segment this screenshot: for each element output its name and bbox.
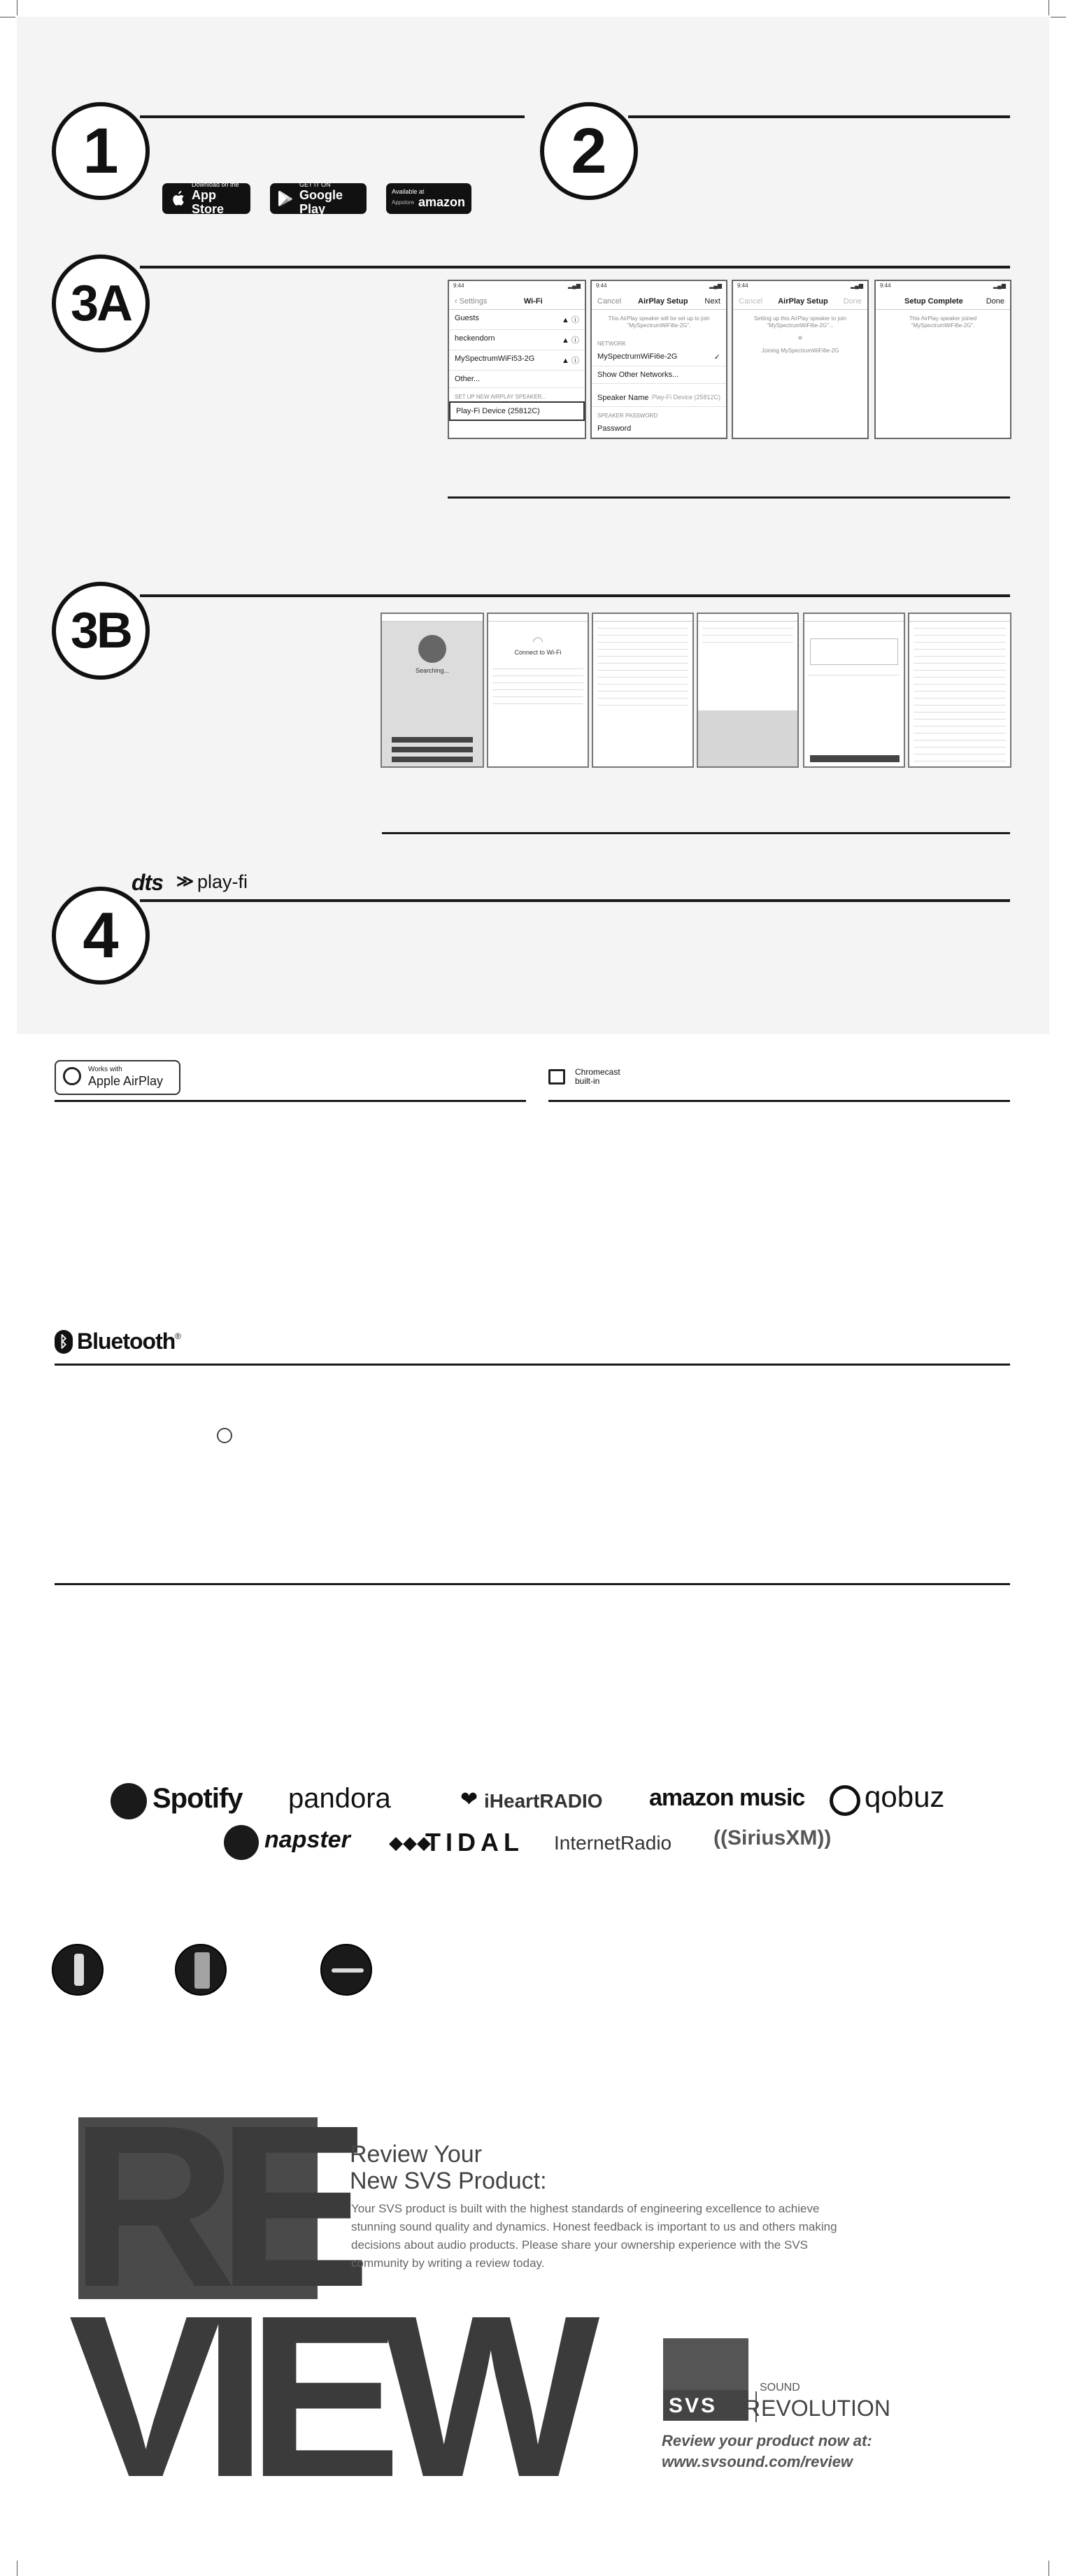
step-4-number: 4 <box>83 899 119 971</box>
keyboard[interactable] <box>698 710 797 766</box>
cancel-button[interactable]: Cancel <box>597 297 622 306</box>
iheart-icon: ❤ <box>460 1788 478 1811</box>
done-button[interactable]: Done <box>843 297 862 306</box>
setup-panel <box>17 17 1049 1034</box>
complete-note: This AirPlay speaker joined "MySpectrumWiFi6e-2G". <box>909 315 977 329</box>
playfi-button[interactable] <box>392 757 473 762</box>
works-with-airplay-logo <box>55 1060 180 1095</box>
product-speaker-icon <box>175 1944 227 1996</box>
chromecast-line2: built-in <box>575 1076 600 1086</box>
section-header: SPEAKER PASSWORD <box>597 413 658 419</box>
spotify-icon <box>111 1783 147 1819</box>
airplay-big-text: Apple AirPlay <box>88 1074 164 1088</box>
review-big-re: RE <box>70 2077 352 2335</box>
bluetooth-rule <box>55 1364 1010 1366</box>
playfi-screen-connect <box>487 613 589 768</box>
nav-title: Setup Complete <box>904 297 963 306</box>
nav-bar <box>592 294 726 310</box>
playfi-screen-password <box>697 613 799 768</box>
step-1-number: 1 <box>83 115 119 187</box>
nav-bar <box>449 294 585 310</box>
airplay-screen-setup <box>590 280 727 439</box>
back-settings[interactable]: ‹ Settings <box>455 297 488 306</box>
google-play-small: GET IT ON <box>299 181 331 188</box>
next-button[interactable]: Next <box>704 297 720 306</box>
section-header: SET UP NEW AIRPLAY SPEAKER... <box>455 394 547 400</box>
signal-icon: ▂▄▆ <box>568 282 581 289</box>
siriusxm-logo: ((SiriusXM)) <box>713 1826 832 1849</box>
review-title <box>350 2141 547 2194</box>
signal-icon: ▂▄▆ <box>709 282 722 289</box>
status-time: 9:44 <box>880 282 891 289</box>
signal-icon: ▂▄▆ <box>993 282 1006 289</box>
review-title-line1: Review Your <box>350 2141 483 2168</box>
qobuz-icon <box>830 1785 860 1816</box>
wifi-name: MySpectrumWiFi53-2G <box>455 355 535 363</box>
step-1-circle <box>52 102 150 200</box>
airplay-small-text: Works with <box>88 1066 122 1073</box>
playfi-screen-networks <box>592 613 694 768</box>
cancel-button[interactable]: Cancel <box>739 297 763 306</box>
step-3a-number: 3A <box>70 276 132 331</box>
playfi-arc-icon: ≫ <box>176 872 194 891</box>
status-bar <box>733 281 867 294</box>
bluetooth-registered-mark: ® <box>175 1331 181 1341</box>
info-icon: ▲ ⓘ <box>562 336 579 345</box>
setup-note: This AirPlay speaker will be set up to join "MySpectrumWiFi6e-2G". <box>608 315 710 329</box>
checkmark-icon: ✓ <box>713 353 720 362</box>
step-2-circle <box>540 102 638 200</box>
status-bar <box>876 281 1010 294</box>
status-time: 9:44 <box>453 282 464 289</box>
setup-note: Setting up this AirPlay speaker to join "MySpectrumWiFi6e-2G"... <box>753 315 847 329</box>
step-3b-number: 3B <box>70 603 132 659</box>
playfi-screen-device <box>803 613 905 768</box>
section-header: NETWORK <box>597 341 626 347</box>
iheartradio-logo: iHeartRADIO <box>484 1790 603 1812</box>
password-label: Password <box>597 424 632 433</box>
network-name: MySpectrumWiFi6e-2G <box>597 352 678 361</box>
step-2-rule <box>628 115 1010 118</box>
nav-title: AirPlay Setup <box>638 297 688 306</box>
playfi-device-row[interactable] <box>449 401 585 421</box>
google-play-icon <box>277 190 294 207</box>
step-3b-rule <box>140 594 1010 597</box>
playfi-wordmark: play-fi <box>197 871 248 892</box>
app-store-badge[interactable] <box>162 183 250 214</box>
pandora-logo: pandora <box>288 1783 391 1814</box>
bluetooth-wordmark: Bluetooth <box>77 1329 176 1354</box>
internet-radio-logo: InternetRadio <box>554 1832 672 1854</box>
tidal-icon: ◆◆◆ <box>389 1832 431 1853</box>
bluetooth-icon: ᛒ <box>55 1330 73 1354</box>
airplay-screen-wifi <box>448 280 586 439</box>
amazon-appstore-tag: Appstore <box>392 199 415 206</box>
review-cta-line1: Review your product now at: <box>662 2432 872 2449</box>
chromecast-icon <box>548 1069 565 1085</box>
apple-icon <box>169 190 186 207</box>
network-row[interactable] <box>592 348 726 366</box>
nav-bar <box>876 294 1010 310</box>
product-cable-icon <box>320 1944 372 1996</box>
napster-icon <box>224 1825 259 1860</box>
password-row[interactable] <box>592 420 726 438</box>
google-play-badge[interactable] <box>270 183 367 214</box>
spinner-icon: ✲ <box>797 335 803 341</box>
step-2-number: 2 <box>571 115 607 187</box>
tidal-logo: TIDAL <box>425 1828 524 1856</box>
nav-bar <box>733 294 867 310</box>
device-card <box>810 638 898 665</box>
step-1-rule <box>140 115 525 118</box>
app-store-small: Download on the <box>192 181 239 188</box>
status-time: 9:44 <box>737 282 748 289</box>
wifi-row[interactable] <box>449 371 585 388</box>
playfi-button[interactable] <box>392 747 473 752</box>
wifi-name: Other... <box>455 375 481 383</box>
dts-wordmark: dts <box>132 870 163 895</box>
napster-logo: napster <box>264 1826 350 1853</box>
connect-title: Connect to Wi-Fi <box>514 649 562 656</box>
app-store-big: App Store <box>192 188 225 216</box>
step-3b-circle <box>52 582 150 680</box>
bluetooth-button-icon <box>217 1428 232 1443</box>
svs-revolution-r: R <box>744 2396 761 2421</box>
wifi-row[interactable] <box>449 350 585 371</box>
wifi-name: heckendorn <box>455 334 495 343</box>
playfi-screen-searching <box>381 613 484 768</box>
done-button[interactable]: Done <box>986 297 1004 306</box>
lock-icon <box>418 635 446 663</box>
wifi-icon: ◠ <box>532 634 543 648</box>
playfi-screen-rooms <box>908 613 1011 768</box>
qobuz-logo: qobuz <box>865 1780 945 1813</box>
review-body-text: Your SVS product is built with the highest standards of engineering excellence to achieve stunning sound quality and dynamics. Honest feedback is important to us and others making decisions about audio products. Please share your ownership experience with the SVS community by writing a review today. <box>351 2202 837 2270</box>
next-button[interactable] <box>810 755 900 762</box>
searching-text: Searching... <box>415 667 450 674</box>
amazon-appstore-badge[interactable] <box>386 183 471 214</box>
chromecast-line1: Chromecast <box>575 1067 620 1077</box>
airplay-icon <box>63 1067 81 1085</box>
review-big-view: VIEW <box>69 2267 581 2525</box>
info-icon: ▲ ⓘ <box>562 316 579 324</box>
svs-sound-text: SOUND <box>760 2382 800 2393</box>
info-icon: ▲ ⓘ <box>562 357 579 365</box>
step-3b-bottom-rule <box>382 832 1010 834</box>
section-divider-rule <box>55 1583 1010 1585</box>
speaker-name-row[interactable] <box>592 389 726 407</box>
status-time: 9:44 <box>596 282 607 289</box>
airplay-screen-complete <box>874 280 1011 439</box>
siriusxm-text: SiriusXM <box>727 1826 818 1849</box>
nav-title: AirPlay Setup <box>778 297 828 306</box>
review-url-link[interactable]: www.svsound.com/review <box>662 2453 853 2470</box>
step-4-rule <box>140 899 1010 902</box>
status-bar <box>592 281 726 294</box>
chromecast-rule <box>548 1100 1010 1102</box>
status-bar <box>449 281 585 294</box>
amazon-music-logo: amazon music <box>649 1784 805 1811</box>
amazon-big: amazon <box>418 195 466 209</box>
airplay-screen-joining <box>732 280 869 439</box>
amazon-small: Available at <box>392 188 425 195</box>
svs-logo-block <box>663 2338 748 2421</box>
review-title-line2: New SVS Product: <box>350 2168 547 2194</box>
product-remote-icon <box>52 1944 104 1996</box>
step-3a-bottom-rule <box>448 496 1010 499</box>
spotify-logo: Spotify <box>152 1783 243 1814</box>
nav-title: Wi-Fi <box>523 297 543 306</box>
signal-icon: ▂▄▆ <box>851 282 863 289</box>
airplay-rule <box>55 1100 526 1102</box>
wifi-name: Guests <box>455 314 479 322</box>
wifi-row[interactable] <box>449 330 585 350</box>
joining-note: Joining MySpectrumWiFi6e-2G <box>761 348 839 354</box>
review-spacer <box>84 2121 85 2122</box>
speaker-name-value: Play-Fi Device (25812C) <box>651 394 720 401</box>
svs-revolution-text: EVOLUTION <box>761 2396 890 2421</box>
device-name: Play-Fi Device (25812C) <box>456 407 540 415</box>
playfi-button[interactable] <box>392 737 473 743</box>
step-3a-circle <box>52 255 150 352</box>
step-4-circle <box>52 887 150 985</box>
network-row[interactable] <box>592 366 726 384</box>
google-play-big: Google Play <box>299 188 343 216</box>
step-3a-rule <box>140 266 1010 269</box>
speaker-name-label: Speaker Name <box>597 394 649 402</box>
wifi-row[interactable] <box>449 310 585 330</box>
svs-mark: SVS <box>669 2394 718 2417</box>
network-name: Show Other Networks... <box>597 371 679 379</box>
